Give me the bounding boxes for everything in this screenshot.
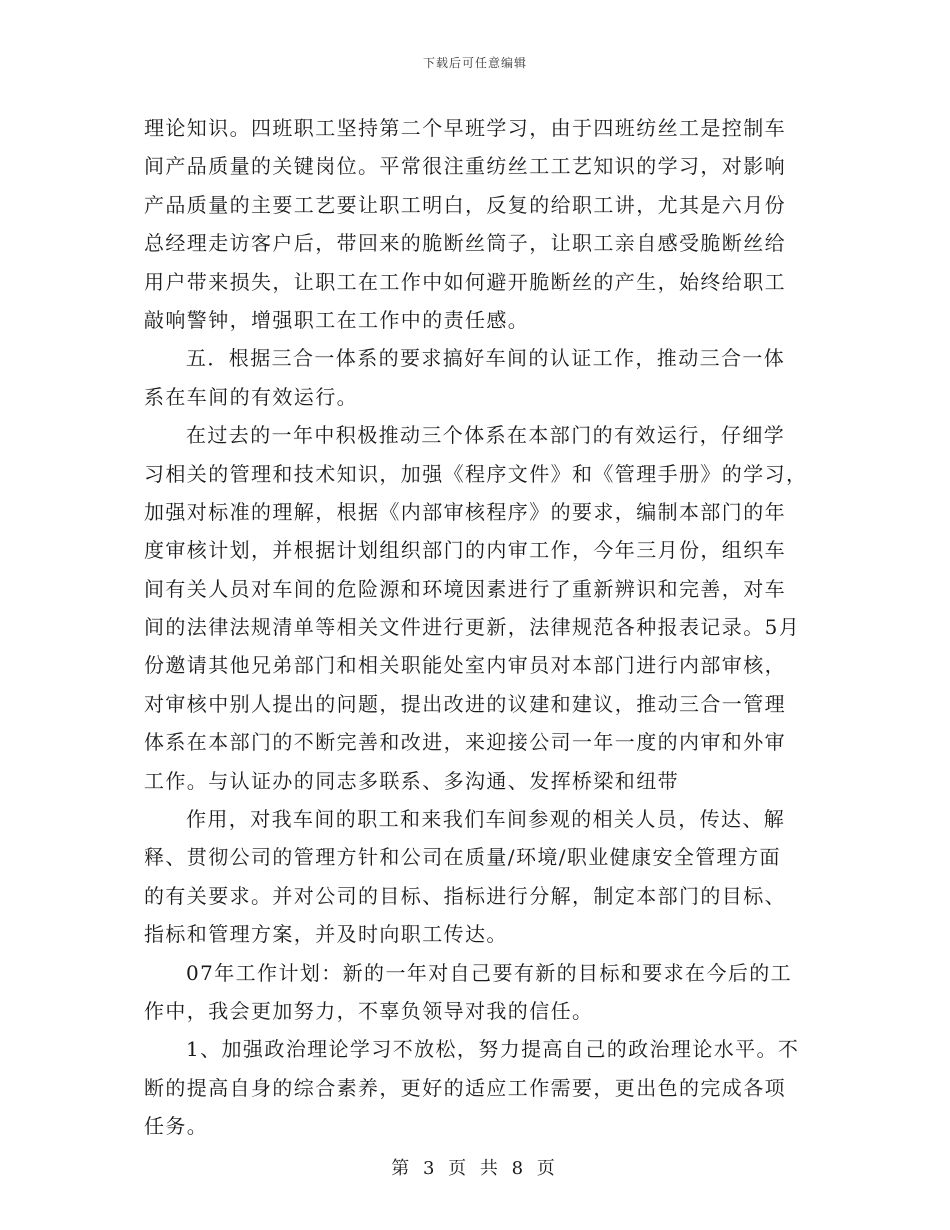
- text-line: 习相关的管理和技术知识，加强《程序文件》和《管理手册》的学习，: [144, 461, 808, 486]
- page-footer: 第 3 页 共 8 页: [391, 1158, 559, 1179]
- text-line: 总经理走访客户后，带回来的脆断丝筒子，让职工亲自感受脆断丝给: [144, 231, 786, 256]
- document-body: [144, 109, 808, 1146]
- text-line: 任务。: [144, 1114, 209, 1139]
- text-line: 理论知识。四班职工坚持第二个早班学习，由于四班纺丝工是控制车: [144, 116, 786, 140]
- text-line: 07年工作计划：新的一年对自己要有新的目标和要求在今后的工: [186, 960, 793, 985]
- text-line: 间的法律法规清单等相关文件进行更新，法律规范各种报表记录。5月: [144, 615, 801, 640]
- text-line: 份邀请其他兄弟部门和相关职能处室内审员对本部门进行内部审核，: [144, 653, 786, 678]
- text-line: 间有关人员对车间的危险源和环境因素进行了重新辨识和完善，对车: [144, 576, 786, 601]
- text-line: 作用，对我车间的职工和来我们车间参观的相关人员，传达、解: [186, 807, 786, 832]
- text-line: 敲响警钟，增强职工在工作中的责任感。: [144, 307, 530, 332]
- page-header: 下载后可任意编辑: [422, 56, 527, 70]
- text-line: 作中，我会更加努力，不辜负领导对我的信任。: [144, 998, 594, 1023]
- text-line: 度审核计划，并根据计划组织部门的内审工作，今年三月份，组织车: [144, 538, 786, 563]
- text-line: 五．根据三合一体系的要求搞好车间的认证工作，推动三合一体: [186, 346, 786, 371]
- text-line: 系在车间的有效运行。: [144, 384, 358, 409]
- text-line: 工作。与认证办的同志多联系、多沟通、发挥桥梁和纽带: [144, 768, 679, 793]
- text-line: 1、加强政治理论学习不放松，努力提高自己的政治理论水平。不: [186, 1037, 800, 1062]
- text-line: 在过去的一年中积极推动三个体系在本部门的有效运行，仔细学: [186, 423, 786, 448]
- text-line: 的有关要求。并对公司的目标、指标进行分解，制定本部门的目标、: [144, 883, 786, 908]
- text-line: 产品质量的主要工艺要让职工明白，反复的给职工讲，尤其是六月份: [144, 192, 786, 217]
- text-line: 指标和管理方案，并及时向职工传达。: [144, 922, 508, 947]
- text-line: 释、贯彻公司的管理方针和公司在质量/环境/职业健康安全管理方面: [144, 845, 781, 870]
- text-line: 对审核中别人提出的问题，提出改进的议建和建议，推动三合一管理: [144, 691, 786, 716]
- text-line: 用户带来损失，让职工在工作中如何避开脆断丝的产生，始终给职工: [144, 269, 786, 294]
- text-line: 间产品质量的关键岗位。平常很注重纺丝工工艺知识的学习，对影响: [144, 154, 786, 179]
- text-line: 体系在本部门的不断完善和改进，来迎接公司一年一度的内审和外审: [144, 730, 786, 755]
- text-line: 加强对标准的理解，根据《内部审核程序》的要求，编制本部门的年: [144, 499, 786, 524]
- text-line: 断的提高自身的综合素养，更好的适应工作需要，更出色的完成各项: [144, 1075, 786, 1100]
